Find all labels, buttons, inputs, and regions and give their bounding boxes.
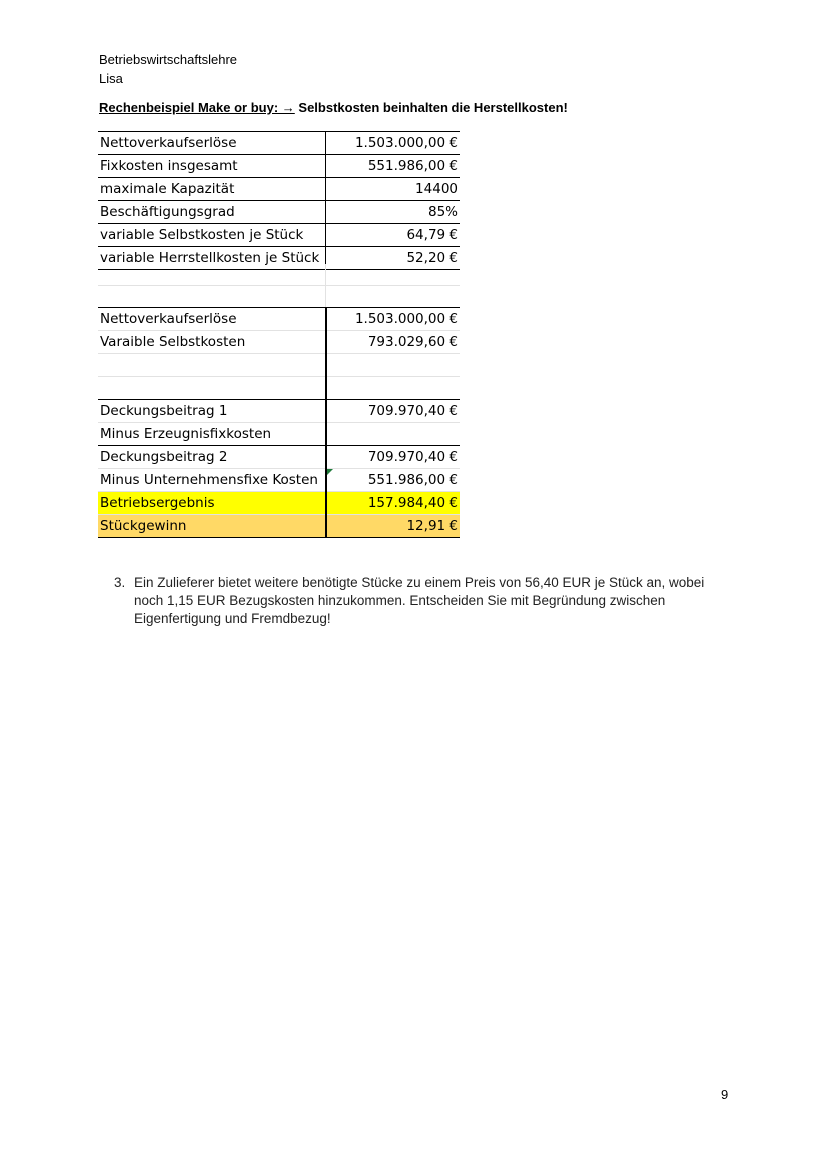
row-label: variable Selbstkosten je Stück [100, 227, 304, 243]
heading-rest: Selbstkosten beinhalten die Herstellkosten! [294, 100, 568, 115]
row-value: 52,20 € [406, 250, 458, 266]
row-label: Varaible Selbstkosten [100, 334, 246, 350]
row-value: 709.970,40 € [367, 403, 458, 419]
row-label: Nettoverkaufserlöse [100, 135, 237, 151]
table-row [98, 201, 460, 224]
row-value: 12,91 € [406, 518, 458, 534]
table-row [98, 354, 460, 377]
table-row [98, 400, 460, 423]
table-row [98, 178, 460, 201]
task-number: 3. [114, 575, 126, 590]
row-label: Betriebsergebnis [100, 495, 215, 511]
table-row [98, 224, 460, 247]
table-row [98, 423, 460, 446]
row-label: Minus Unternehmensfixe Kosten [100, 472, 318, 488]
row-label: maximale Kapazität [100, 181, 235, 197]
page-number: 9 [721, 1087, 729, 1102]
heading-underlined: Rechenbeispiel Make or buy: → [99, 100, 295, 115]
subject-line: Betriebswirtschaftslehre [99, 52, 237, 67]
table-row [98, 377, 460, 400]
example-heading [99, 100, 568, 115]
table-row [98, 446, 460, 469]
grid-line [325, 264, 326, 308]
author-line: Lisa [99, 71, 123, 86]
document-header [99, 50, 237, 88]
table-row [98, 515, 460, 538]
row-value: 551.986,00 € [367, 472, 458, 488]
column-divider [325, 132, 326, 270]
row-value: 14400 [415, 181, 458, 197]
row-label: Deckungsbeitrag 2 [100, 449, 228, 465]
table-row [98, 132, 460, 155]
row-label: Deckungsbeitrag 1 [100, 403, 228, 419]
row-value: 709.970,40 € [367, 449, 458, 465]
row-label: Fixkosten insgesamt [100, 158, 238, 174]
task-text: Ein Zulieferer bietet weitere benötigte Stücke zu einem Preis von 56,40 EUR je Stück an, wobei noch 1,15 EUR Bezugskosten hinzukommen. Entscheiden Sie mit Begründung zwischen Eigenfertigung und Fremdbezug! [134, 575, 705, 626]
contribution-margin-table [98, 307, 460, 538]
table-row [98, 469, 460, 492]
row-value: 157.984,40 € [367, 495, 458, 511]
table-row [98, 331, 460, 354]
row-value: 1.503.000,00 € [354, 311, 458, 327]
table-row [98, 308, 460, 331]
row-label: Minus Erzeugnisfixkosten [100, 426, 272, 442]
column-divider [325, 308, 327, 538]
row-value: 64,79 € [406, 227, 458, 243]
row-value: 551.986,00 € [367, 158, 458, 174]
row-value: 85% [427, 204, 458, 220]
input-data-table [98, 131, 460, 270]
row-label: Nettoverkaufserlöse [100, 311, 237, 327]
table-row [98, 492, 460, 515]
row-label: variable Herrstellkosten je Stück [100, 250, 320, 266]
row-label: Beschäftigungsgrad [100, 204, 235, 220]
spacer-grid [98, 264, 460, 308]
table-row [98, 155, 460, 178]
row-label: Stückgewinn [100, 518, 187, 534]
grid-line [98, 285, 460, 286]
row-value: 793.029,60 € [367, 334, 458, 350]
cell-error-indicator-icon [327, 469, 333, 475]
row-value: 1.503.000,00 € [354, 135, 458, 151]
